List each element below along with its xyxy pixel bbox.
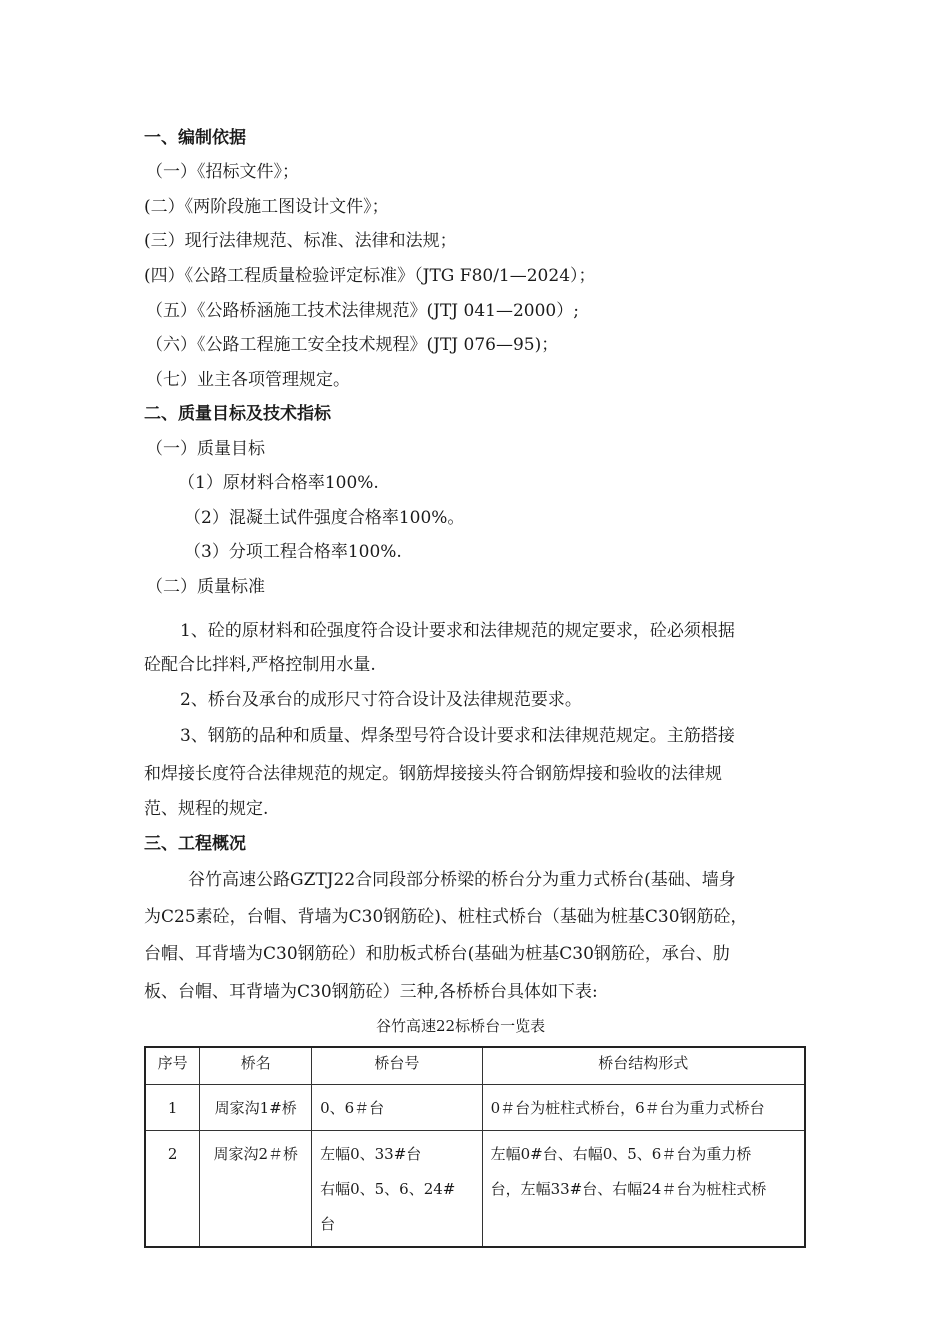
subsection-title: （一）质量目标 [146,439,265,459]
cell-index: 2 [145,1131,200,1248]
cell-line: 台 [320,1215,336,1233]
table-row [145,1085,805,1131]
cell-abutment-number [312,1085,483,1131]
quality-goal: （1）原材料合格率100%. [178,473,379,493]
cell-bridge-name: 周家沟1#桥 [200,1085,312,1131]
basis-item: （七）业主各项管理规定。 [146,370,350,390]
cell-structure-form [482,1085,805,1131]
quality-goal: （3）分项工程合格率100%. [184,542,402,562]
basis-item: (三）现行法律规范、标准、法律和法规； [144,231,457,251]
cell-line: 0＃台为桩柱式桥台，6＃台为重力式桥台 [490,1099,765,1117]
basis-item: (四）《公路工程质量检验评定标准》（JTG F80/1—2024）； [144,266,596,286]
cell-line: 左幅0#台、右幅0、5、6＃台为重力桥 [490,1145,752,1163]
table-caption: 谷竹高速22标桥台一览表 [376,1017,546,1035]
quality-standard-text: 砼配合比拌料,严格控制用水量. [144,655,376,675]
section-1-title: 一、编制依据 [144,128,246,148]
quality-standard-text: 2、桥台及承台的成形尺寸符合设计及法律规范要求。 [180,690,582,710]
cell-index: 1 [145,1085,200,1131]
quality-standard-text: 范、规程的规定. [144,799,269,819]
cell-line: 左幅0、33#台 [320,1145,422,1163]
quality-standard-text: 1、砼的原材料和砼强度符合设计要求和法律规范的规定要求，砼必须根据 [180,621,735,641]
column-header-abutment-number: 桥台号 [312,1047,483,1085]
column-header-bridge-name: 桥名 [200,1047,312,1085]
basis-item: （六）《公路工程施工安全技术规程》(JTJ 076—95)； [146,335,559,355]
column-header-index: 序号 [145,1047,200,1085]
overview-text: 谷竹高速公路GZTJ22合同段部分桥梁的桥台分为重力式桥台(基础、墙身 [188,870,736,890]
cell-line: 0、6＃台 [320,1099,385,1117]
bridge-abutment-table [144,1046,806,1248]
overview-text: 为C25素砼，台帽、背墙为C30钢筋砼)、桩柱式桥台（基础为桩基C30钢筋砼， [144,907,748,927]
basis-item: （五）《公路桥涵施工技术法律规范》(JTJ 041—2000）; [146,301,579,321]
cell-abutment-number [312,1131,483,1248]
quality-goal: （2）混凝土试件强度合格率100%。 [184,508,465,528]
cell-bridge-name: 周家沟2＃桥 [200,1131,312,1248]
basis-item: （一）《招标文件》； [146,162,299,182]
table-header-row [145,1047,805,1085]
cell-structure-form [482,1131,805,1248]
quality-standard-text: 3、钢筋的品种和质量、焊条型号符合设计要求和法律规范规定。主筋搭接 [180,726,735,746]
cell-line: 台，左幅33#台、右幅24＃台为桩柱式桥 [490,1180,767,1198]
basis-item: (二）《两阶段施工图设计文件》； [144,197,389,217]
overview-text: 板、台帽、耳背墙为C30钢筋砼）三种,各桥桥台具体如下表: [144,982,598,1002]
cell-line: 右幅0、5、6、24# [320,1180,456,1198]
quality-standard-text: 和焊接长度符合法律规范的规定。钢筋焊接接头符合钢筋焊接和验收的法律规 [144,764,722,784]
subsection-title: （二）质量标准 [146,577,265,597]
section-3-title: 三、工程概况 [144,834,246,854]
overview-text: 台帽、耳背墙为C30钢筋砼）和肋板式桥台(基础为桩基C30钢筋砼，承台、肋 [144,944,730,964]
table-row [145,1131,805,1248]
column-header-structure-form: 桥台结构形式 [482,1047,805,1085]
section-2-title: 二、质量目标及技术指标 [144,404,331,424]
